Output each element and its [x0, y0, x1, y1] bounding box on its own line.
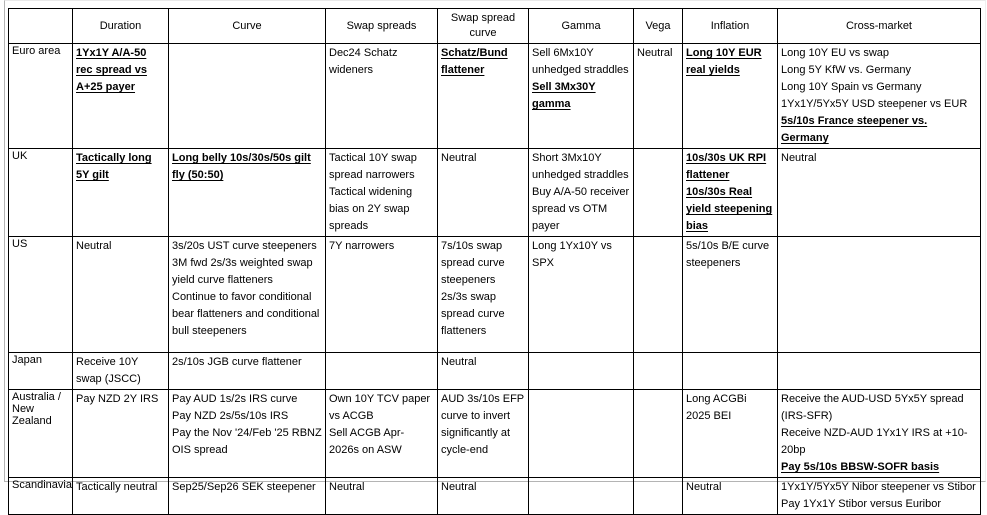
region-label: Japan — [9, 353, 73, 390]
column-header-swap-spreads: Swap spreads — [326, 9, 438, 44]
column-header-inflation: Inflation — [683, 9, 778, 44]
trade-entry: Pay NZD 2s/5s/10s IRS — [172, 410, 289, 422]
column-header-duration: Duration — [73, 9, 169, 44]
cell-vega — [634, 237, 683, 353]
trade-entry: Long 5Y KfW vs. Germany — [781, 64, 912, 76]
cell-duration — [73, 390, 169, 478]
trade-entry: 2s/3s swap spread curve flatteners — [441, 291, 505, 337]
trade-entry: Pay the Nov '24/Feb '25 RBNZ OIS spread — [172, 427, 322, 456]
table-row-us — [9, 237, 981, 353]
trade-entry: Pay AUD 1s/2s IRS curve — [172, 393, 298, 405]
cell-swap-spreads — [326, 353, 438, 390]
trade-entry: 1Yx1Y/5Yx5Y Nibor steepener vs Stibor — [781, 481, 976, 493]
table-row-uk — [9, 149, 981, 237]
column-header-gamma: Gamma — [529, 9, 634, 44]
trade-entry: Neutral — [637, 47, 673, 59]
region-label: Scandinavia — [9, 478, 73, 515]
cell-inflation — [683, 390, 778, 478]
cell-cross-market — [778, 353, 981, 390]
trade-entry: 10s/30s UK RPI flattener — [686, 152, 767, 181]
trade-entry: Pay NZD 2Y IRS — [76, 393, 159, 405]
cell-swap-spread-curve — [438, 478, 529, 515]
column-header-vega: Vega — [634, 9, 683, 44]
trade-entry: Long 1Yx10Y vs SPX — [532, 240, 612, 269]
column-header-region — [9, 9, 73, 44]
trade-entry: Pay 5s/10s BBSW-SOFR basis — [781, 461, 940, 473]
cell-vega — [634, 44, 683, 149]
cell-vega — [634, 353, 683, 390]
trade-entry: 1Yx1Y/5Yx5Y USD steepener vs EUR — [781, 98, 968, 110]
trade-entry: Receive 10Y swap (JSCC) — [76, 356, 141, 385]
region-label: Euro area — [9, 44, 73, 149]
trade-entry: Receive the AUD-USD 5Yx5Y spread (IRS-SFR) — [781, 393, 964, 422]
column-header-curve: Curve — [169, 9, 326, 44]
trade-entry: 5s/10s B/E curve steepeners — [686, 240, 770, 269]
cell-inflation — [683, 353, 778, 390]
cell-cross-market — [778, 237, 981, 353]
cell-inflation — [683, 237, 778, 353]
cell-swap-spreads — [326, 390, 438, 478]
cell-swap-spreads — [326, 237, 438, 353]
header-row — [9, 9, 981, 44]
trade-entry: 7s/10s swap spread curve steepeners — [441, 240, 505, 286]
trade-recommendations-table — [8, 8, 981, 515]
cell-curve — [169, 353, 326, 390]
trade-entry: Sep25/Sep26 SEK steepener — [172, 481, 316, 493]
trade-entry: Long ACGBi 2025 BEI — [686, 393, 747, 422]
cell-cross-market — [778, 44, 981, 149]
trade-entry: Schatz/Bund flattener — [441, 47, 508, 76]
table-row-japan — [9, 353, 981, 390]
cell-curve — [169, 44, 326, 149]
cell-duration — [73, 149, 169, 237]
cell-vega — [634, 149, 683, 237]
region-label: UK — [9, 149, 73, 237]
cell-cross-market — [778, 478, 981, 515]
cell-swap-spread-curve — [438, 237, 529, 353]
trade-entry: Short 3Mx10Y unhedged straddles — [532, 152, 629, 181]
trade-entry: Long 10Y EUR real yields — [686, 47, 762, 76]
table-row-australia-new-zealand — [9, 390, 981, 478]
trade-entry: Own 10Y TCV paper vs ACGB — [329, 393, 431, 422]
cell-duration — [73, 44, 169, 149]
trade-entry: Receive NZD-AUD 1Yx1Y IRS at +10-20bp — [781, 427, 968, 456]
cell-inflation — [683, 478, 778, 515]
trade-entry: Neutral — [686, 481, 722, 493]
trade-entry: Neutral — [781, 152, 817, 164]
trade-entry: Neutral — [441, 356, 477, 368]
trade-entry: Tactically neutral — [76, 481, 158, 493]
cell-swap-spread-curve — [438, 149, 529, 237]
trade-entry: Long 10Y Spain vs Germany — [781, 81, 922, 93]
trade-entry: Sell 6Mx10Y unhedged straddles — [532, 47, 629, 76]
trade-entry: 1Yx1Y A/A-50 rec spread vs A+25 payer — [76, 47, 147, 93]
trade-entry: Sell 3Mx30Y gamma — [532, 81, 596, 110]
trade-entry: Neutral — [441, 481, 477, 493]
region-label: Australia / New Zealand — [9, 390, 73, 478]
cell-swap-spread-curve — [438, 353, 529, 390]
trade-entry: 2s/10s JGB curve flattener — [172, 356, 302, 368]
cell-curve — [169, 237, 326, 353]
trade-entry: 7Y narrowers — [329, 240, 395, 252]
column-header-cross-market: Cross-market — [778, 9, 981, 44]
cell-swap-spreads — [326, 149, 438, 237]
cell-inflation — [683, 149, 778, 237]
cell-curve — [169, 390, 326, 478]
trade-entry: 5s/10s France steepener vs. Germany — [781, 115, 928, 144]
cell-inflation — [683, 44, 778, 149]
region-label: US — [9, 237, 73, 353]
cell-gamma — [529, 390, 634, 478]
trade-entry: 3s/20s UST curve steepeners — [172, 240, 317, 252]
trade-entry: Dec24 Schatz wideners — [329, 47, 398, 76]
trade-entry: Long belly 10s/30s/50s gilt fly (50:50) — [172, 152, 311, 181]
trade-entry: 3M fwd 2s/3s weighted swap yield curve flatteners — [172, 257, 313, 286]
table-row-scandinavia — [9, 478, 981, 515]
cell-cross-market — [778, 149, 981, 237]
cell-swap-spreads — [326, 478, 438, 515]
cell-gamma — [529, 237, 634, 353]
trade-entry: Continue to favor conditional bear flatteners and conditional bull steepeners — [172, 291, 320, 337]
cell-curve — [169, 478, 326, 515]
cell-duration — [73, 353, 169, 390]
table-row-euro-area — [9, 44, 981, 149]
trade-entry: 10s/30s Real yield steepening bias — [686, 186, 773, 232]
trade-entry: Tactically long 5Y gilt — [76, 152, 152, 181]
cell-vega — [634, 478, 683, 515]
cell-gamma — [529, 353, 634, 390]
cell-swap-spread-curve — [438, 44, 529, 149]
trade-entry: Neutral — [441, 152, 477, 164]
cell-duration — [73, 478, 169, 515]
trade-entry: Long 10Y EU vs swap — [781, 47, 890, 59]
cell-gamma — [529, 44, 634, 149]
cell-duration — [73, 237, 169, 353]
trade-entry: Pay 1Yx1Y Stibor versus Euribor — [781, 498, 941, 510]
cell-vega — [634, 390, 683, 478]
trade-entry: Neutral — [329, 481, 365, 493]
cell-gamma — [529, 478, 634, 515]
trade-entry: Tactical widening bias on 2Y swap spreads — [329, 186, 413, 232]
cell-gamma — [529, 149, 634, 237]
cell-cross-market — [778, 390, 981, 478]
trade-entry: AUD 3s/10s EFP curve to invert significantly at cycle-end — [441, 393, 524, 456]
cell-curve — [169, 149, 326, 237]
cell-swap-spreads — [326, 44, 438, 149]
trade-entry: Tactical 10Y swap spread narrowers — [329, 152, 417, 181]
trade-entry: Sell ACGB Apr-2026s on ASW — [329, 427, 405, 456]
trade-entry: Neutral — [76, 240, 112, 252]
trade-entry: Buy A/A-50 receiver spread vs OTM payer — [532, 186, 630, 232]
column-header-swap-spread-curve: Swap spread curve — [438, 9, 529, 44]
cell-swap-spread-curve — [438, 390, 529, 478]
